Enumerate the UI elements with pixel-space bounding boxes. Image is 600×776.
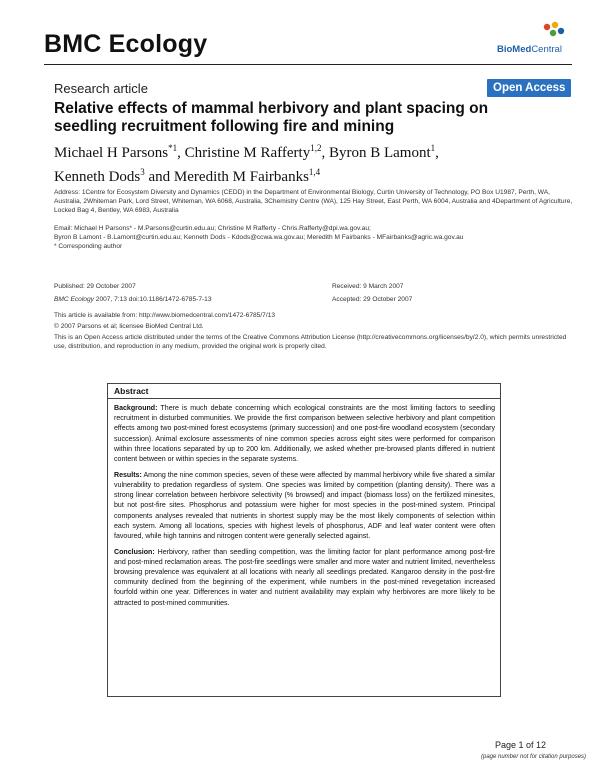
dates-info: [332, 282, 532, 304]
author[interactable]: Byron B Lamont: [328, 145, 431, 161]
author-separator: and: [144, 169, 174, 185]
biomed-central-logo-icon: [497, 20, 571, 44]
author[interactable]: Michael H Parsons: [54, 145, 169, 161]
license-text: This is an Open Access article distributed under the terms of the Creative Commons Attribution License (http://creativecommons.org/licenses/by/2.0), which permits unrestricted use, distribution, and reproduction in any medium, provided the original work is properly cited.: [54, 334, 567, 350]
author-emails: [54, 224, 574, 242]
abstract-background: [114, 404, 495, 465]
author[interactable]: Kenneth Dods: [54, 169, 141, 185]
article-type: Research article: [54, 81, 148, 96]
abstract-heading: Abstract: [114, 386, 149, 396]
publication-info: [54, 282, 354, 304]
citation-details: 2007, 7:13 doi:10.1186/1472-6785-7-13: [93, 296, 212, 303]
affiliation-marker: 1,2: [310, 143, 322, 153]
abstract-conclusion: [114, 548, 495, 609]
section-text: Herbivory, rather than seedling competition, was the limiting factor for plant performance among post-fire and post-mined reclamation areas. The post-fire seedlings were smaller and more water and nutrient limited, nevertheless browsing prevalence was equivalent at all locations with nearly all seedlings predated. Kangaroo density in the post-fire community declined from the beginning of the experiment, while numbers in the post-mined revegetation increased fourfold within one year. Differences in water and nutrient availability may explain why herbivores are more likely to be attracted to post-mined communities.: [114, 548, 495, 607]
address-label: Address:: [54, 189, 82, 196]
citation: [54, 295, 354, 304]
journal-title: BMC Ecology: [44, 30, 208, 58]
accepted-date: Accepted: 29 October 2007: [332, 296, 413, 303]
published-date: Published: 29 October 2007: [54, 283, 136, 290]
article-url[interactable]: This article is available from: http://www.biomedcentral.com/1472-6785/7/13: [54, 312, 275, 319]
author-list: [54, 139, 524, 187]
copyright-line: © 2007 Parsons et al; licensee BioMed Central Ltd.: [54, 323, 204, 330]
email-line[interactable]: Email: Michael H Parsons* - M.Parsons@curtin.edu.au; Christine M Rafferty - Chris.Rafferty@dpi.wa.gov.au;: [54, 225, 371, 232]
author-address: [54, 188, 574, 215]
abstract-results: [114, 471, 495, 542]
article-title: Relative effects of mammal herbivory and plant spacing on seedling recruitment following fire and mining: [54, 100, 489, 135]
affiliation-marker: 1,4: [308, 167, 321, 177]
author[interactable]: Christine M Rafferty: [184, 145, 311, 161]
affiliation-marker: *1: [168, 143, 178, 153]
logo-text-regular: Central: [531, 44, 562, 55]
abstract-header: [108, 384, 500, 399]
biomed-central-logo[interactable]: [497, 20, 571, 56]
section-text: Among the nine common species, seven of these were affected by mammal herbivory while five shared a similar vulnerability to predation regardless of system. One species was limited by competition (planting density). There was a strong linear correlation between herbivore selectivity (% browsed) and impact (biomass loss) on the fertilized minesites, but not post-fire sites. Phosphorus and potassium were higher for most species in the post-mined system. Principal components analyses revealed that nutrients in shortest supply may be the most likely components of selection within each system. Among all locations, species with highest levels of phosphorus, ADF and leaf water content were often favoured, while high tannins and nitrogen content were generally selected against.: [114, 471, 495, 540]
page-number: Page 1 of 12: [495, 740, 547, 750]
email-line[interactable]: Byron B Lamont - B.Lamont@curtin.edu.au; Kenneth Dods - Kdods@ccwa.wa.gov.au; Meredith M Fairbanks - MFairbanks@agric.wa.gov.au: [54, 234, 464, 241]
copyright-block: [54, 322, 574, 351]
header-rule: [44, 64, 572, 65]
author-separator: ,: [177, 145, 185, 161]
page-number-note: (page number not for citation purposes): [481, 754, 587, 760]
abstract-body: [114, 404, 495, 614]
citation-journal: BMC Ecology: [54, 296, 94, 303]
open-access-badge: Open Access: [487, 79, 571, 97]
author-separator: ,: [321, 145, 329, 161]
affiliation-marker: 3: [140, 167, 145, 177]
address-text: 1Centre for Ecosystem Diversity and Dynamics (CEDD) in the Department of Environmental Biology, Curtin University of Technology, PO Box U1987, Perth, WA, Australia, 2Whiteman Park, Lord Street, Whiteman, WA 6068, Australia, 3Chemistry Centre (WA), 125 Hay Street, East Perth, WA 6004, Australia and 4Department of Agriculture, Locked Bag 4, Bentley, WA 6983, Australia: [54, 189, 573, 214]
author[interactable]: Meredith M Fairbanks: [173, 169, 309, 185]
author-separator: ,: [435, 145, 439, 161]
section-text: There is much debate concerning which ecological constraints are the most limiting factors to seedling recruitment in disturbed communities. We provide the first comparison between selective herbivory and plant competition effects among two post-mined forest ecosystems (primary succession) and one post-fire woodland ecosystem (secondary succession). Animal exclosure assessments of nine common species across eight sites were performed for comparison within three locations separated by up to 200 km. Additionally, we asked whether pre-browsed plants differed in nutrient content between or within species in the separate systems.: [114, 405, 495, 464]
section-label: Results:: [114, 471, 142, 479]
section-label: Conclusion:: [114, 548, 155, 556]
affiliation-marker: 1: [430, 143, 436, 153]
corresponding-author-note: * Corresponding author: [54, 243, 123, 250]
logo-text-bold: BioMed: [497, 44, 532, 55]
abstract-box: [107, 383, 501, 697]
received-date: Received: 9 March 2007: [332, 283, 404, 290]
section-label: Background:: [114, 405, 158, 412]
